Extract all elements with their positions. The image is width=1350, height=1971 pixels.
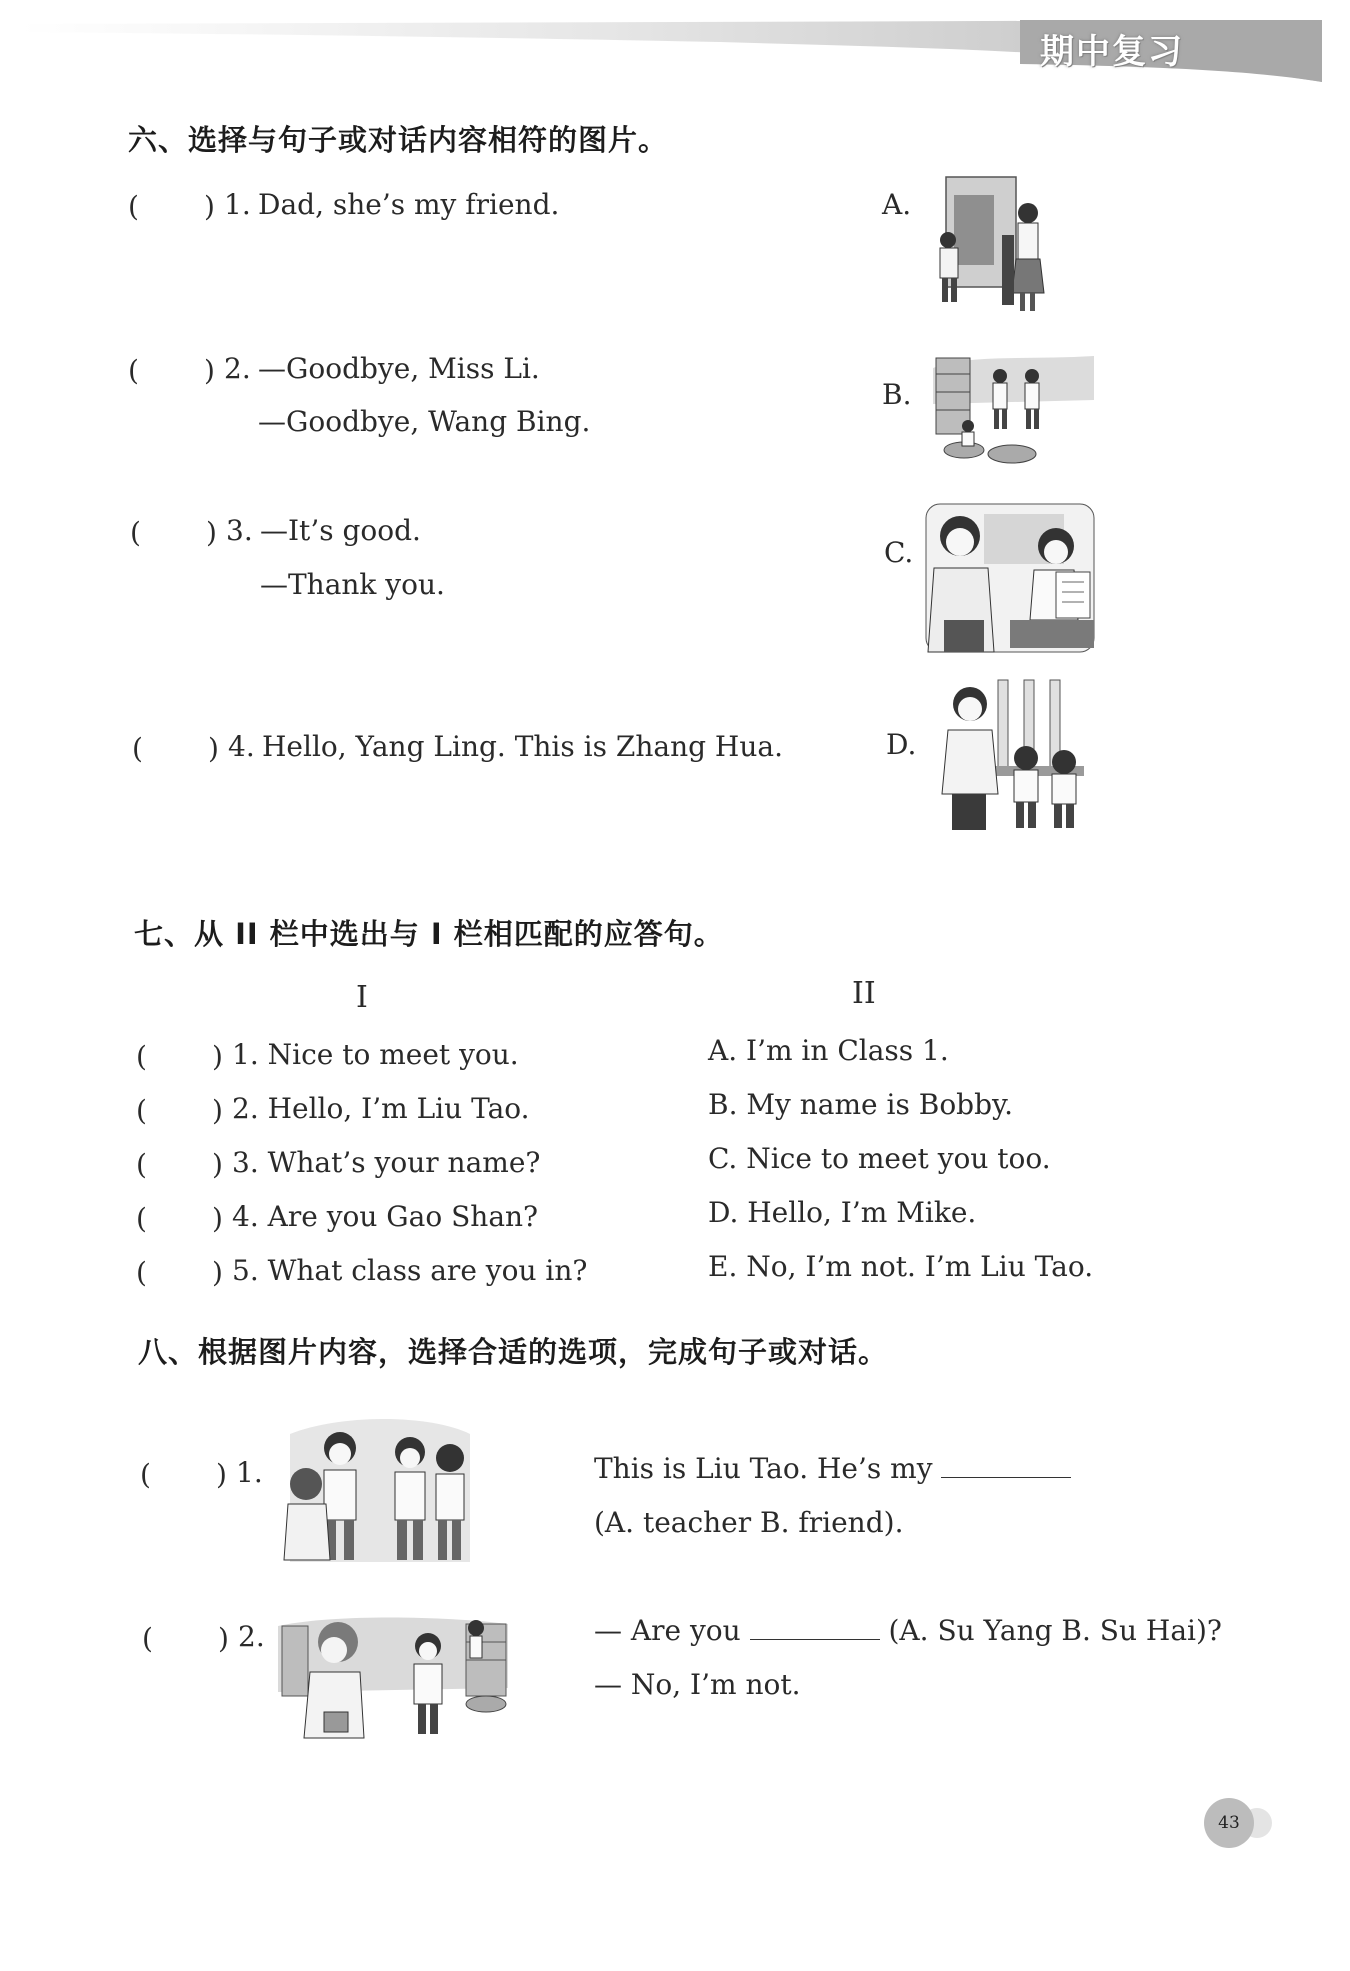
item-number: 3. [226, 514, 253, 547]
match-right-option: A. I’m in Class 1. [708, 1034, 949, 1067]
answer-paren-open: ( [128, 190, 139, 223]
match-left-item: 2. Hello, I’m Liu Tao. [232, 1092, 530, 1125]
section-tag: 期中复习 [1040, 32, 1184, 72]
answer-paren-close: ) [204, 354, 215, 387]
section6-title: 六、选择与句子或对话内容相符的图片。 [128, 123, 669, 157]
answer-paren-open: ( [136, 1094, 147, 1127]
answer-paren-open: ( [140, 1458, 151, 1491]
answer-paren-close: ) [212, 1094, 223, 1127]
q2-blank[interactable] [750, 1617, 880, 1640]
option-label-b: B. [882, 378, 912, 411]
answer-paren-open: ( [136, 1040, 147, 1073]
picture-d [928, 676, 1086, 832]
answer-paren-open: ( [128, 354, 139, 387]
option-label-a: A. [882, 188, 912, 221]
picture-a [918, 175, 1050, 317]
option-label-d: D. [886, 728, 917, 761]
answer-paren-close: ) [212, 1202, 223, 1235]
picture-q1 [280, 1414, 476, 1564]
q2-question [594, 1614, 1222, 1647]
section7-title: 七、从 II 栏中选出与 I 栏相匹配的应答句。 [134, 917, 724, 951]
match-left-item: 3. What’s your name? [232, 1146, 541, 1179]
match-right-option: B. My name is Bobby. [708, 1088, 1014, 1121]
answer-paren-open: ( [142, 1622, 153, 1655]
answer-paren-open: ( [136, 1256, 147, 1289]
match-right-option: C. Nice to meet you too. [708, 1142, 1051, 1175]
item-number: 2. [224, 352, 251, 385]
answer-paren-close: ) [204, 190, 215, 223]
column-ii-header: II [852, 976, 876, 1011]
answer-paren-close: ) [206, 516, 217, 549]
answer-paren-open: ( [136, 1202, 147, 1235]
page-number: 43 [1204, 1798, 1254, 1848]
item-sentence: —It’s good. [260, 514, 421, 547]
item-number: 4. [228, 730, 255, 763]
answer-paren-close: ) [212, 1256, 223, 1289]
q1-sentence [594, 1452, 1071, 1485]
match-left-item: 4. Are you Gao Shan? [232, 1200, 539, 1233]
match-left-item: 5. What class are you in? [232, 1254, 588, 1287]
option-label-c: C. [884, 536, 914, 569]
item-sentence: —Thank you. [260, 568, 445, 601]
q2-options: (A. Su Yang B. Su Hai)? [888, 1614, 1222, 1647]
item-sentence: —Goodbye, Miss Li. [258, 352, 540, 385]
item-sentence: —Goodbye, Wang Bing. [258, 405, 591, 438]
q2-question-pre: — Are you [594, 1614, 741, 1647]
answer-paren-close: ) [212, 1040, 223, 1073]
match-left-item: 1. Nice to meet you. [232, 1038, 519, 1071]
picture-b [928, 350, 1094, 472]
q1-blank[interactable] [941, 1455, 1071, 1478]
answer-paren-open: ( [132, 732, 143, 765]
picture-q2 [274, 1612, 512, 1740]
answer-paren-close: ) [216, 1458, 227, 1491]
answer-paren-open: ( [130, 516, 141, 549]
match-right-option: E. No, I’m not. I’m Liu Tao. [708, 1250, 1094, 1283]
answer-paren-close: ) [218, 1622, 229, 1655]
q1-options: (A. teacher B. friend). [594, 1506, 904, 1539]
item-number: 1. [224, 188, 251, 221]
match-right-option: D. Hello, I’m Mike. [708, 1196, 977, 1229]
answer-paren-close: ) [208, 732, 219, 765]
item-sentence: Dad, she’s my friend. [258, 188, 560, 221]
picture-c [924, 502, 1096, 654]
item-sentence: Hello, Yang Ling. This is Zhang Hua. [262, 730, 783, 763]
item-number: 1. [236, 1456, 263, 1489]
answer-paren-open: ( [136, 1148, 147, 1181]
q1-sentence-text: This is Liu Tao. He’s my [594, 1452, 933, 1485]
answer-paren-close: ) [212, 1148, 223, 1181]
section8-title: 八、根据图片内容，选择合适的选项，完成句子或对话。 [138, 1335, 889, 1369]
q2-answer: — No, I’m not. [594, 1668, 801, 1701]
column-i-header: I [356, 980, 368, 1015]
item-number: 2. [238, 1620, 265, 1653]
